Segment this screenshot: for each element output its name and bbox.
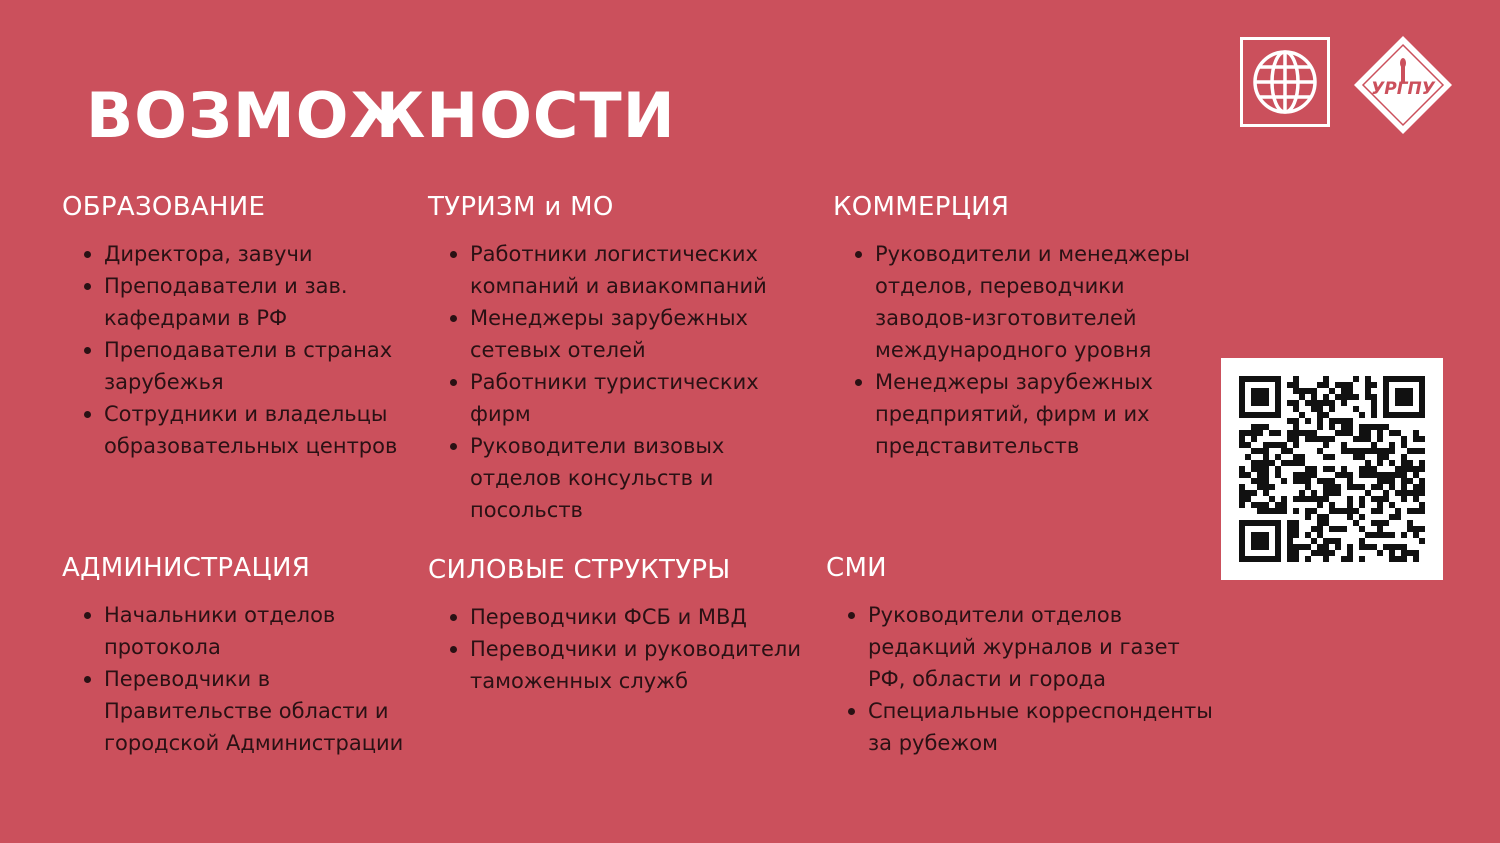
list-item: Переводчики ФСБ и МВД [428, 601, 828, 633]
list-item: Менеджеры зарубежных сетевых отелей [428, 302, 808, 366]
list-item: Преподаватели в странах зарубежья [62, 334, 422, 398]
page-title: ВОЗМОЖНОСТИ [86, 79, 676, 152]
section-heading: СМИ [826, 553, 887, 583]
list-item: Переводчики в Правительстве области и городской Администрации [62, 663, 432, 759]
logo-text: УРГПУ [1371, 79, 1435, 99]
list-item: Специальные корреспонденты за рубежом [826, 695, 1216, 759]
list-item: Руководители отделов редакций журналов и газет РФ, области и города [826, 599, 1216, 695]
list-item: Работники туристических фирм [428, 366, 808, 430]
section-heading: СИЛОВЫЕ СТРУКТУРЫ [428, 555, 731, 585]
section-commerce [833, 190, 1213, 462]
section-media [826, 551, 1216, 759]
section-tourism [428, 190, 808, 526]
list-item: Работники логистических компаний и авиакомпаний [428, 238, 808, 302]
qr-code[interactable] [1221, 358, 1443, 580]
section-heading: ОБРАЗОВАНИЕ [62, 192, 266, 222]
list-item: Директора, завучи [62, 238, 422, 270]
list-item: Менеджеры зарубежных предприятий, фирм и их представительств [833, 366, 1213, 462]
list-item: Переводчики и руководители таможенных служб [428, 633, 828, 697]
section-education [62, 190, 422, 462]
section-security-agencies [428, 553, 828, 697]
list-item: Сотрудники и владельцы образовательных центров [62, 398, 422, 462]
list-item: Начальники отделов протокола [62, 599, 432, 663]
globe-icon [1240, 37, 1330, 127]
section-heading: АДМИНИСТРАЦИЯ [62, 553, 311, 583]
university-logo [1350, 32, 1456, 138]
list-item: Руководители и менеджеры отделов, переводчики заводов-изготовителей международного уровня [833, 238, 1213, 366]
section-administration [62, 551, 432, 759]
section-heading: ТУРИЗМ и МО [428, 192, 614, 222]
section-heading: КОММЕРЦИЯ [833, 192, 1010, 222]
qr-code-image [1239, 376, 1425, 562]
list-item: Преподаватели и зав. кафедрами в РФ [62, 270, 422, 334]
list-item: Руководители визовых отделов консульств и посольств [428, 430, 808, 526]
